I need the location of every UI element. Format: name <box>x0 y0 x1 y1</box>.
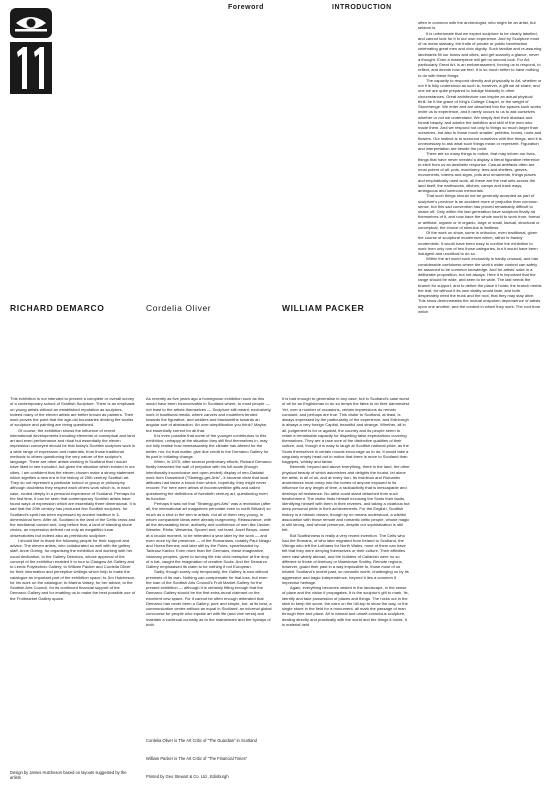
paragraph: It is unfortunate that we expect sculpture to be clearly labelled, and cannot look for it in our own experience. And by Sculpture most of us mean statuary, the fruits of private or public benefaction celebrating great men and civic dignity. Such familiar and re-assuring landmarks fill our towns and cities, and get scarcely a glance, never a thought. Even a masterpiece will get no second look. For Art, particularly Great Art, is an embarrassment, forcing us to respond, to reflect, and decide how we feel. It is so much better to have nothing to do with these things. <box>418 30 542 78</box>
paragraph: Of the work on show, some is orthodox, even traditional, given the course of sculptural modernism which, rather is frankly modernistic. It would have been easy to confine the exhibition to work from only one of two those categories, but it would have been indulgent and uncritical to do so. <box>418 230 538 256</box>
author-demarco: RICHARD DEMARCO <box>10 303 105 313</box>
exhibition-logo <box>9 7 53 95</box>
introduction-column-4 <box>418 20 542 790</box>
paragraph: As recently as five years ago a homegrown exhibition such as this would have been inconceivable in Scotland where, to most people — not least to the artists themselves — Sculpture still meant, exclusively, work in traditional media, where carvers and modellers tended towards the figurative, and welders and blacksmiths towards an angular sort of abstraction. An over-simplification you think? Maybe, but essentially correct for all that. <box>146 396 272 433</box>
paragraph: Beneath, beyond and above everything, there is the land, the other physical beauty of which astonishes and delights the tourist, let alone the artist, in all of us, and at every turn. Its insidious and Romantic ancientness must creep into the bones of anyone exposed to its influence for any length of time, a radioactivity that is inescapable and destroys all resistance. No artist could stand detached from such bewitchment. The visitor finds himself excusing the Scots their faults, identifying himself with them in their reveries, and taking a vicarious but deep personal pride in their achievements. For the English, Scottish history is a historic dream, though by no means understood, a wishful association with those remote and romantic celtic people, whose magic is still strong, and whose presence, despite our sophistication is still felt. <box>282 464 410 533</box>
introduction-heading: INTRODUCTION <box>332 4 392 11</box>
paragraph: Sadly, though surely only temporarily, the Gallery is now without premises of its own. Nothing can compensate for that loss, but even the loan of the Scottish Arts Council's Fruit Market Gallery for the present exhibition — although it is certainly fitting enough that the Demarco Gallery should be the first extra-mural claimant on the excellent new space. For it cannot be often enough reiterated that Demarco has never been a Gallery, pure and simple, but, at its best, a communication centre without an equal in Scotland; an informal global concourse for people who equate art with life (and vice versa) and maintain a continual curiosity as to the mainstream and the byways of both. <box>146 569 272 627</box>
paragraph: It is even possible that some of the younger contributors to this exhibition, unhappy at the situation they still find themselves in, may not fully realise how immeasurably the climate has altered for the better, nor, for that matter, give due credit to the Demarco Gallery for its part in initiating change. <box>146 432 269 459</box>
paragraph: It is bad enough to generalise in any case, but in Scotland's case worst of all for an Englishman to do so temps the fates to do their damnedest. Yet, over a number of occasions, certain impressions do remain constant, and perhaps are true. This visitor to Scotland, at least, is always impressed by the particularity of the experience, and Edinburgh is always a very foreign Capital, beautiful and strange. Whether, all in all, judgement is for or against, the country and its people seem to retain a remarkable capacity for dispelling false expectations covering themselves. They are a race sure of the distinctive qualities of their culture, and, though it is easy to laugh at Scottish national pride, as the Scots themselves in certain moods encourage us to do, it would take a singularly empty head not to notice that there is more to Scotland than bagpipes, whisky and tartan. <box>282 396 410 464</box>
foreword-heading: Foreword <box>228 4 264 11</box>
printer-credit: Printed by Geo Stewart & Co. Ltd., Edinburgh <box>146 774 229 779</box>
packer-credit-note: William Packer is The Art Critic of "The Financial Times" <box>146 756 248 761</box>
paragraph: This exhibition is not intended to present a complete or overall survey of a contemporary school of Scottish Sculpture. There is an emphasis on young artists without an established reputation as sculptors. Indeed many of the eleven artists are better known as painters. Their work proves the point that the age-old boundaries dividing the worlds of sculpture and painting are being questioned. <box>10 396 135 428</box>
paragraph: There are so many things to notice, that may inform our lives, things that have never needed a display a literal figurative reference to elicit from us an aesthetic response. Casual artefacts often are most potent of all: pots, machinery, tens and shelters, graves, monuments, totems and signs, pots and ornaments, things places and emphatically used work, all these are the real sets across the land itself, the earthworks, ditches, camps and track ways, ambiguous and luminous memorials. <box>418 151 540 193</box>
paragraph: often in common with the archeologist, who might be an artist, but seldom is. <box>418 20 536 31</box>
number-eleven-icon <box>10 42 52 94</box>
paragraph: Within the art world such exclusivity is hardly unusual, and has considerable usefulness where the work's wider context can safely be assumed to be common knowledge. And for artists' sake in a deliberate proposition, but not always. Here it is important that the range should be wide, and seen to be wide. The last needs the branch for support, and to define the place it holds; the branch needs the leaf, for without it its own vitality would fade, and both desperately need the trunk and the root, that they may stay alive. This show demonstrates the mutual unspoken dependence of artists upon one another, and the context in which they work. The root from which <box>418 256 542 314</box>
oliver-credit-note: Cordelia Oliver is The Art Critic of "The Guardian" in Scotland <box>146 738 257 743</box>
author-packer: WILLIAM PACKER <box>282 303 365 313</box>
paragraph: Of course, the exhibition shows the influence of recent international developments including elements of conceptual and land art and even performance and ritual but essentially the eleven impression conveyed should be that today's Scottish sculptors work in a wide range of expression and materials, from those traditional methods to others questioning the very nature of the sculptor's language. There are other artists working in Scotland that I would have liked to see included, but given the situation which existed in our cities, I am confident that the eleven chosen make a strong statement which signifies a new era in the history of 20th century Scottish art. They do not represent a particular school or group or philosophy although doubtless they respect each others work which is, in each case, rooted deeply in a personal experience of Scotland. Perhaps for the first time, it can be seen that contemporary Scottish artists have found ways of expression which are essentially three dimensional. It is sad that the 20th century has produced few Scottish sculptors, for Scotland's spirit has been expressed by ancient tradition in 3-dimensional form. After all, Scotland is the land of the Celtic cross and the mediaeval carved and, long before that, a land of standing stone circles, an expression defined not only as megalithic lunar observatories but indeed also as prehistoric sculpture. <box>10 427 136 538</box>
oliver-essay-column <box>146 396 272 734</box>
eye-icon <box>9 7 53 95</box>
paragraph: When, in 1970, after several preliminary efforts, Richard Demarco finally breached the wall of prejudice with his full-scale (though intentionally inconclusive and open-ended) display of neo-Dadaist work from Dusseldorf ("Strategy-get-Arts" , it became clear that local attitudes had taken a knock from which, hopefully, they might never recover. For here were artists of incontrovertible gifts and called questioning the definitions of twentieth century art, questioning even its function. <box>146 459 272 501</box>
packer-essay-column <box>282 396 410 792</box>
author-oliver: Cordelia Oliver <box>146 303 212 313</box>
paragraph: That such things should not be generally accepted as part of sculpture's province is an accident more of prejudice than common sense, but this sad convention has proved remarkably difficult to shake off. Only within the last generation have sculptors finally rid themselves of it, and now have the whole world to work from, formal or artificial, organic or in organic, large or small, tactual, structural or conceptual, the choice of stimulus is limitless. <box>418 193 540 230</box>
paragraph: Again, everything becomes vested in the landscape, in the sense of place and the vision it propagates. It is the sculptor's gift to mark, fix, identify and take possession of places and things. The rocks out in the stick to keep the score, the cairn on the hill-top to show the way, or the single stone in the field for a monument, all mark the passage of man through time and place. All in natural and unself-conscious sculpture, dealing directly and practically with the world and the things it holds. It is material held <box>282 585 409 627</box>
paragraph: Perhaps it was not that "Strategy-get-Arts" was a revelation (after all, the international art magazines percolate even to north Britain!) so much as a shot in the arm to artists, not all of them very young, in whom comparable ideas were already burgeoning. Reassurance, with all the devastating force, authority and confidence of men like Uecker, Weseler, Rinke, Wewerka, Spoerri and, not least, Josef Beuys, came at a crucial moment, to be reiterated a year later by the work — and even more by the presence — of the Romanians, notably Paul Neagu and Horea Bernea; and later still by the Poles, spearheaded by Tadeusz Kantor. Even more than the Germans, these imaginative, visionary peoples, given to turning life into vivid metaphor at the drop of a hat, caught the imagination of creative Scots. And the Demarco Gallery emphasised its claim to be nothing if not European. <box>146 501 272 569</box>
paragraph: The capacity to respond directly and physically to Art, whether or not it is fully understood as such is, however, a gift we all share, and one we are quite prepared to indulge blatantly in other circumstances. Great architecture can inspire an actual physical thrill, be it the grace of King's College Chapel, or the weight of Stonehenge. We enter and are absorbed into the spaces such works invite us to experience, and it rarely occurs to us to ask ourselves whether or not we understand. We simply feel their abstract and formal beauty, and admire the ambition and skill of the men who made them. And we respond not only to things so much larger than ourselves, but also to those much smaller: pebbles, bones, roots and flowers. Our instinct is to surround ourselves with fine things, and it is unnecessary to ask what such things mean or represent. Figuration and interpretation are beside the point. <box>418 77 542 151</box>
paragraph: But Scottishness is really a very recent invention. The Celts who had the Romans, of who later migrated from Ireland to Scotland, the Vikings who left the Lothians for North Wales, none of them can have felt that they were denying themselves or their culture. Their affinities were cast widely abroad, and the builders of Callanish were no so different to those of Avebury or Maeshowe Smithy. Remote regions, however, guard their past in a way impossible to, those most of us inhabit. Scotland's recent past, so romantic worth, challenging us by its aggressive and tragic independence, beyond it lies a common if imprecise heritage. <box>282 532 409 585</box>
design-credit: Design by James Hutcheson based on layouts suggested by the artists <box>10 770 127 781</box>
paragraph: I should like to thank the following people for their support and advice: The eleven artists, who collaborated so well with the gallery staff, Anne Goring, for organising the exhibition and working with her usual dedication, to the Gallery Directors, whose approval of the concept of the exhibition enabled it to tour to Glasgow Art Gallery and to Leeds Polytechnic Gallery; to William Packer and Cordelia Oliver for their information and perceptive writings which help to make the catalogue an important part of the exhibition space; to Jim Hutcheson, for his work on the catalogue; to Marina Vaisey, for her advice; to the Scottish Arts Council, for its continued financial support of the Demarco Gallery and for enabling us to make the best possible use of the Fruitmarket Gallery space. <box>10 537 136 601</box>
foreword-column <box>10 396 136 728</box>
